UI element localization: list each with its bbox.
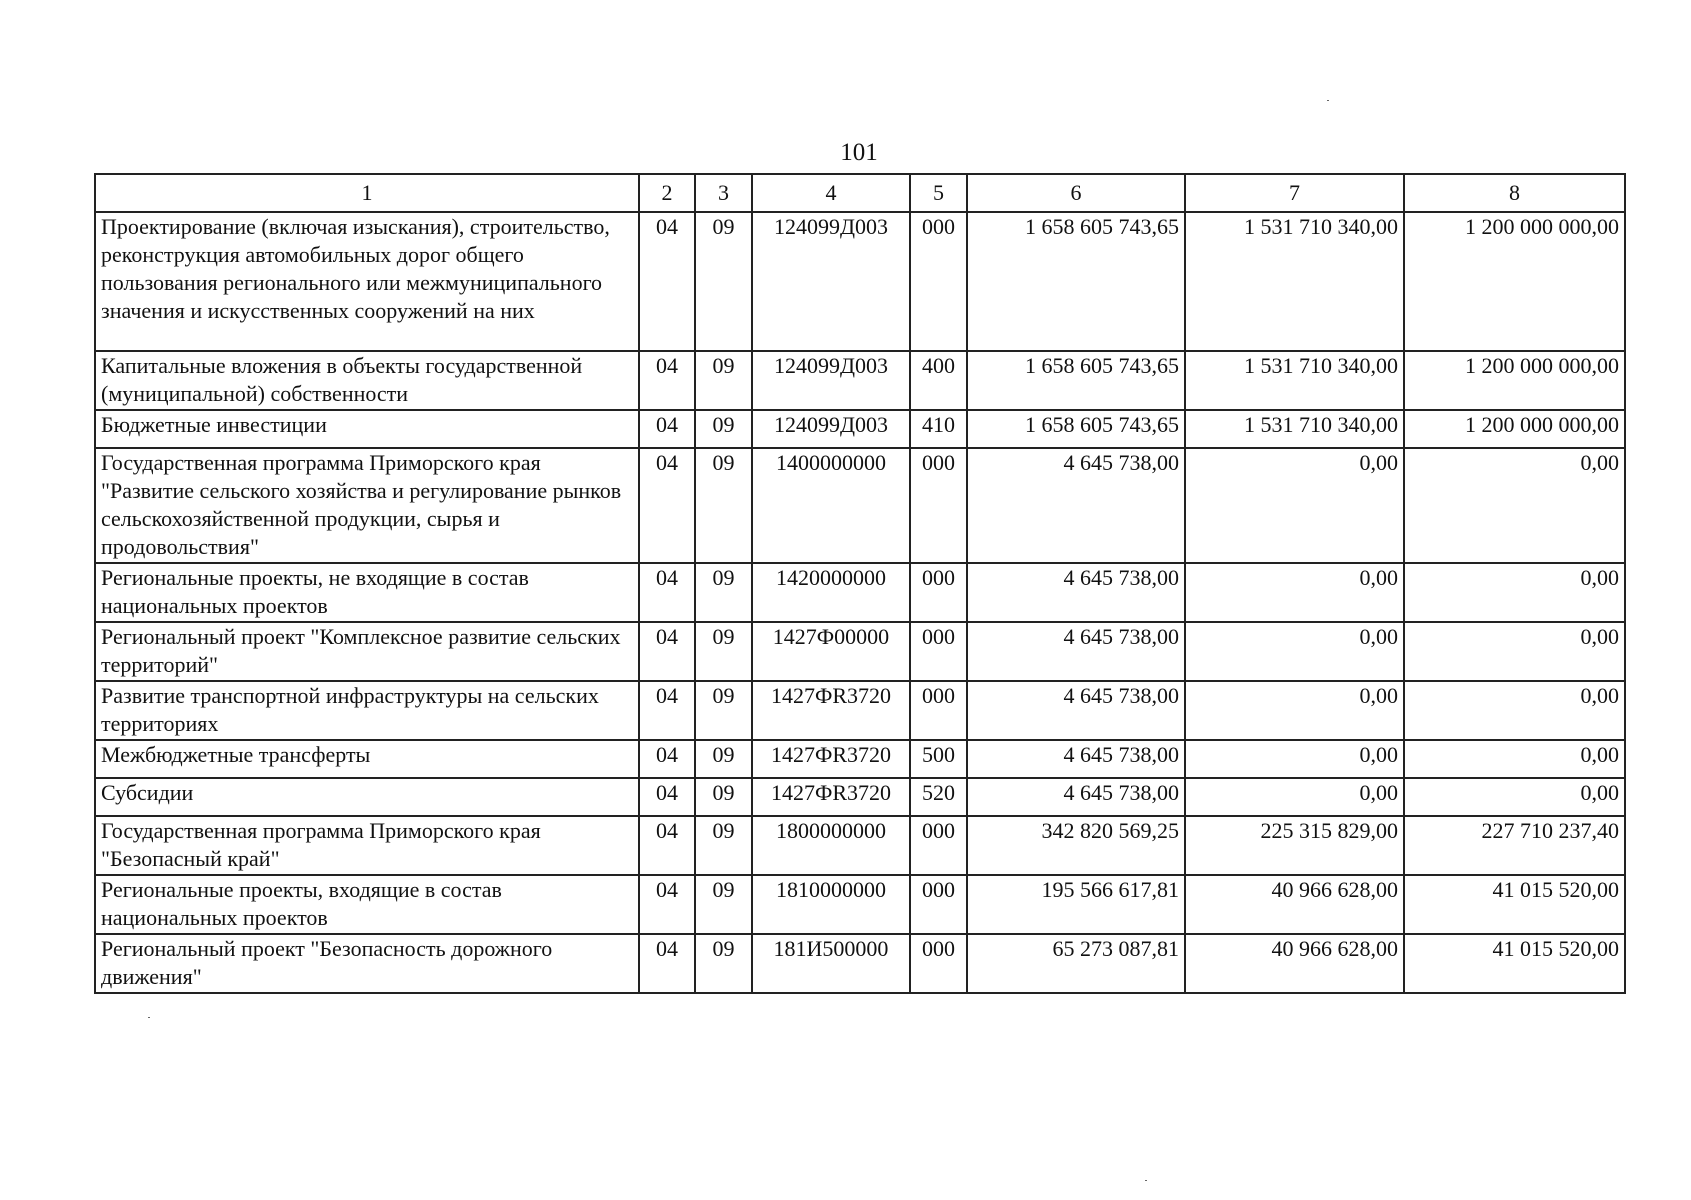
section-code: 04	[639, 563, 695, 622]
section-code: 04	[639, 778, 695, 816]
section-code: 04	[639, 351, 695, 410]
subsection-code: 09	[695, 778, 752, 816]
target-article-code: 124099Д003	[752, 351, 910, 410]
amount-col-6: 1 658 605 743,65	[967, 351, 1185, 410]
expense-type-code: 500	[910, 740, 967, 778]
target-article-code: 1400000000	[752, 448, 910, 563]
target-article-code: 1420000000	[752, 563, 910, 622]
amount-col-8: 227 710 237,40	[1404, 816, 1625, 875]
row-name: Субсидии	[95, 778, 639, 816]
expense-type-code: 000	[910, 934, 967, 993]
table-row	[95, 681, 1625, 740]
target-article-code: 1427Ф00000	[752, 622, 910, 681]
amount-col-6: 342 820 569,25	[967, 816, 1185, 875]
amount-col-8: 0,00	[1404, 448, 1625, 563]
target-article-code: 1810000000	[752, 875, 910, 934]
subsection-code: 09	[695, 816, 752, 875]
row-name: Государственная программа Приморского края "Развитие сельского хозяйства и регулирование рынков сельскохозяйственной продукции, сырья и продовольствия"	[95, 448, 639, 563]
amount-col-8: 1 200 000 000,00	[1404, 410, 1625, 448]
amount-col-6: 1 658 605 743,65	[967, 212, 1185, 351]
amount-col-6: 4 645 738,00	[967, 740, 1185, 778]
amount-col-7: 0,00	[1185, 740, 1404, 778]
column-header: 3	[695, 174, 752, 212]
expense-type-code: 000	[910, 681, 967, 740]
column-header: 2	[639, 174, 695, 212]
amount-col-8: 0,00	[1404, 740, 1625, 778]
section-code: 04	[639, 934, 695, 993]
section-code: 04	[639, 875, 695, 934]
amount-col-8: 0,00	[1404, 563, 1625, 622]
amount-col-7: 40 966 628,00	[1185, 875, 1404, 934]
amount-col-7: 1 531 710 340,00	[1185, 351, 1404, 410]
row-name: Региональный проект "Комплексное развитие сельских территорий"	[95, 622, 639, 681]
section-code: 04	[639, 740, 695, 778]
row-name: Региональные проекты, входящие в состав национальных проектов	[95, 875, 639, 934]
table-row	[95, 448, 1625, 563]
scan-speck	[1327, 100, 1329, 101]
amount-col-7: 0,00	[1185, 681, 1404, 740]
amount-col-7: 225 315 829,00	[1185, 816, 1404, 875]
amount-col-7: 0,00	[1185, 778, 1404, 816]
section-code: 04	[639, 448, 695, 563]
amount-col-6: 1 658 605 743,65	[967, 410, 1185, 448]
row-name: Развитие транспортной инфраструктуры на сельских территориях	[95, 681, 639, 740]
amount-col-6: 4 645 738,00	[967, 563, 1185, 622]
expense-type-code: 520	[910, 778, 967, 816]
subsection-code: 09	[695, 212, 752, 351]
table-row	[95, 740, 1625, 778]
page-number: 101	[840, 139, 878, 166]
table-row	[95, 351, 1625, 410]
section-code: 04	[639, 622, 695, 681]
table-header-row	[95, 174, 1625, 212]
table-row	[95, 875, 1625, 934]
expense-type-code: 000	[910, 816, 967, 875]
expense-type-code: 000	[910, 622, 967, 681]
amount-col-7: 1 531 710 340,00	[1185, 212, 1404, 351]
row-name: Межбюджетные трансферты	[95, 740, 639, 778]
expense-type-code: 410	[910, 410, 967, 448]
subsection-code: 09	[695, 681, 752, 740]
target-article-code: 1427ФR3720	[752, 681, 910, 740]
expense-type-code: 000	[910, 448, 967, 563]
expense-type-code: 000	[910, 563, 967, 622]
target-article-code: 1427ФR3720	[752, 740, 910, 778]
amount-col-7: 0,00	[1185, 563, 1404, 622]
target-article-code: 1427ФR3720	[752, 778, 910, 816]
table-row	[95, 410, 1625, 448]
amount-col-6: 65 273 087,81	[967, 934, 1185, 993]
target-article-code: 124099Д003	[752, 410, 910, 448]
subsection-code: 09	[695, 934, 752, 993]
target-article-code: 181И500000	[752, 934, 910, 993]
table-row	[95, 934, 1625, 993]
amount-col-6: 4 645 738,00	[967, 778, 1185, 816]
row-name: Государственная программа Приморского края "Безопасный край"	[95, 816, 639, 875]
column-header: 7	[1185, 174, 1404, 212]
column-header: 5	[910, 174, 967, 212]
table-row	[95, 622, 1625, 681]
column-header: 4	[752, 174, 910, 212]
amount-col-8: 41 015 520,00	[1404, 934, 1625, 993]
subsection-code: 09	[695, 563, 752, 622]
amount-col-8: 1 200 000 000,00	[1404, 212, 1625, 351]
row-name: Капитальные вложения в объекты государственной (муниципальной) собственности	[95, 351, 639, 410]
table-row	[95, 212, 1625, 351]
column-header: 6	[967, 174, 1185, 212]
scan-speck	[148, 1017, 150, 1018]
amount-col-6: 4 645 738,00	[967, 448, 1185, 563]
section-code: 04	[639, 681, 695, 740]
table-row	[95, 563, 1625, 622]
table-row	[95, 816, 1625, 875]
expense-type-code: 400	[910, 351, 967, 410]
row-name: Проектирование (включая изыскания), строительство, реконструкция автомобильных дорог общего пользования регионального или межмуниципального значения и искусственных сооружений на них	[95, 212, 639, 351]
amount-col-7: 0,00	[1185, 622, 1404, 681]
subsection-code: 09	[695, 875, 752, 934]
column-header: 1	[95, 174, 639, 212]
amount-col-8: 0,00	[1404, 778, 1625, 816]
section-code: 04	[639, 816, 695, 875]
scan-speck	[1145, 1180, 1147, 1181]
amount-col-8: 1 200 000 000,00	[1404, 351, 1625, 410]
section-code: 04	[639, 410, 695, 448]
row-name: Региональные проекты, не входящие в состав национальных проектов	[95, 563, 639, 622]
expense-type-code: 000	[910, 212, 967, 351]
amount-col-6: 195 566 617,81	[967, 875, 1185, 934]
amount-col-8: 41 015 520,00	[1404, 875, 1625, 934]
section-code: 04	[639, 212, 695, 351]
amount-col-7: 0,00	[1185, 448, 1404, 563]
amount-col-8: 0,00	[1404, 681, 1625, 740]
amount-col-6: 4 645 738,00	[967, 681, 1185, 740]
budget-table	[94, 173, 1626, 994]
subsection-code: 09	[695, 622, 752, 681]
subsection-code: 09	[695, 448, 752, 563]
table-row	[95, 778, 1625, 816]
column-header: 8	[1404, 174, 1625, 212]
subsection-code: 09	[695, 740, 752, 778]
subsection-code: 09	[695, 351, 752, 410]
row-name: Региональный проект "Безопасность дорожного движения"	[95, 934, 639, 993]
amount-col-8: 0,00	[1404, 622, 1625, 681]
row-name: Бюджетные инвестиции	[95, 410, 639, 448]
expense-type-code: 000	[910, 875, 967, 934]
amount-col-7: 1 531 710 340,00	[1185, 410, 1404, 448]
amount-col-7: 40 966 628,00	[1185, 934, 1404, 993]
target-article-code: 124099Д003	[752, 212, 910, 351]
subsection-code: 09	[695, 410, 752, 448]
amount-col-6: 4 645 738,00	[967, 622, 1185, 681]
target-article-code: 1800000000	[752, 816, 910, 875]
